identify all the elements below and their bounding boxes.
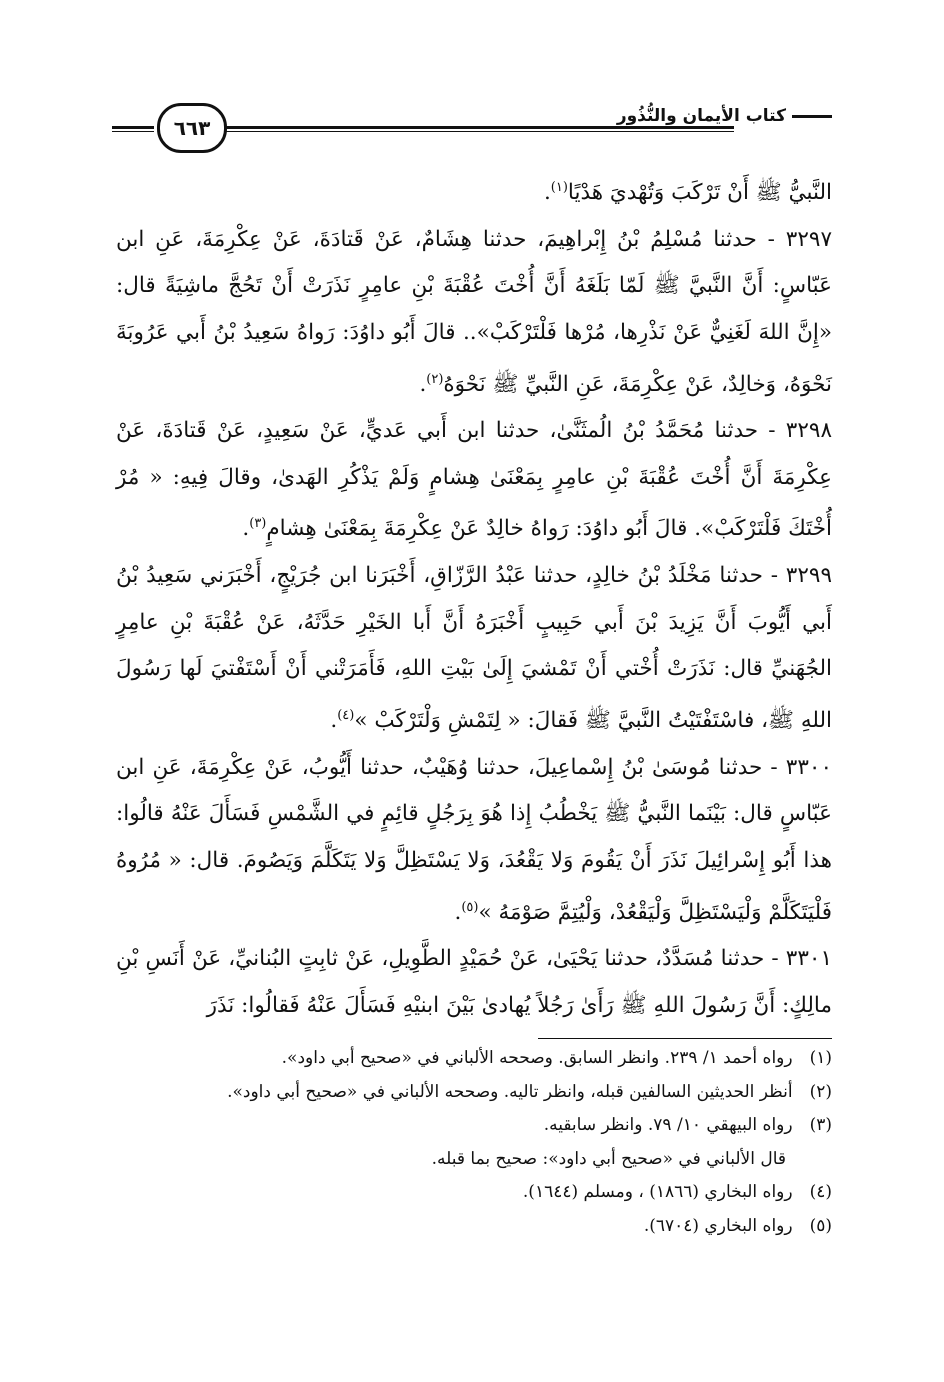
title-dash: [792, 115, 832, 118]
header-rule-left: [112, 126, 154, 132]
hadith-3301: [116, 936, 832, 1029]
footnote-text: رواه البيهقي ١٠/ ٧٩. وانظر سابقيه.: [543, 1115, 793, 1135]
footnote-number: (٢): [809, 1081, 832, 1102]
main-text: [116, 165, 832, 1029]
footnote-ref: (٣): [249, 516, 267, 532]
footnote-text: رواه البخاري (٦٧٠٤).: [643, 1215, 793, 1236]
paragraph-end: .: [543, 180, 551, 206]
hadith-3300: [116, 745, 832, 937]
footnote-number: (٣): [809, 1115, 832, 1135]
paragraph-text: ٣٢٩٩ - حدثنا مَخْلَدُ بْنُ خالِدٍ، حدثنا عَبْدُ الرَّزّاقِ، أَخْبَرَنا ابن جُرَيْجٍ، أَخْبَرَني سَعِيدُ بْنُ أَبي أَيُّوبَ أَنَّ يَزِيدَ بْنَ أَبي حَبِيبٍ أَخْبَرَهُ أَنَّ أَبا الخَيْرِ حَدَّثَهُ، عَنْ عُقْبَةَ بْنِ عامِرٍ الجُهَنيِّ قال: نَذَرَتْ أُخْتي أَنْ تَمْشيَ إِلَىٰ بَيْتِ اللهِ، فَأَمَرَتْني أَنْ أَسْتَفْتيَ لَها رَسُولَ اللهِ ﷺ، فاسْتَفْتَيْتُ النَّبيَّ ﷺ فَقالَ: « لِتَمْشِ وَلْتَرْكَبْ »: [116, 563, 832, 734]
paragraph-end: .: [242, 516, 250, 542]
footnote: [116, 1109, 832, 1143]
paragraph-end: .: [454, 899, 462, 925]
footnote-number: (٥): [809, 1215, 832, 1236]
paragraph: [116, 165, 832, 217]
footnote-number: (٤): [809, 1182, 832, 1202]
footnote-text: رواه البخاري (١٨٦٦) ، ومسلم (١٦٤٤).: [522, 1182, 793, 1202]
paragraph-end: .: [330, 708, 338, 734]
footnote: [116, 1042, 832, 1076]
paragraph-end: .: [419, 371, 427, 397]
paragraph-text: ٣٣٠٠ - حدثنا مُوسَىٰ بْنُ إِسْماعِيلَ، حدثنا وُهَيْبٌ، حدثنا أَيُّوبُ، عَنْ عِكْرِمَةَ، عَنِ ابن عَبّاسٍ قال: بَيْنَما النَّبيُّ ﷺ يَخْطُبُ إِذا هُوَ بِرَجُلٍ قائِمٍ في الشَّمْسِ فَسَأَلَ عَنْهُ قالُوا: هذا أَبُو إِسْرائِيلَ نَذَرَ أَنْ يَقُومَ وَلا يَقْعُدَ، وَلا يَسْتَظِلَّ وَلا يَتَكَلَّمَ وَيَصُومَ. قال: « مُرُوهُ فَلْيَتَكَلَّمْ وَلْيَسْتَظِلَّ وَلْيَقْعُدْ، وَلْيُتِمَّ صَوْمَهُ »: [116, 754, 832, 925]
footnote-continuation: [116, 1143, 832, 1177]
page-header: [112, 100, 832, 160]
footnote-text: أنظر الحديثين السالفين قبله، وانظر تاليه. وصححه الألباني في «صحيح أبي داود».: [227, 1081, 793, 1102]
footnote: [116, 1210, 832, 1244]
footnote-ref: (١): [550, 180, 568, 195]
footnote-divider: [538, 1038, 832, 1039]
header-rule: [224, 126, 734, 132]
hadith-3297: [116, 217, 832, 409]
footnote-ref: (٥): [461, 899, 479, 915]
running-title-text: كتاب الأيمان والنُّذُور: [616, 106, 786, 126]
paragraph-text: ٣٣٠١ - حدثنا مُسَدَّدٌ، حدثنا يَحْيَىٰ، عَنْ حُمَيْدٍ الطَّوِيلِ، عَنْ ثابِتٍ البُنانيِّ، عَنْ أَنَسِ بْنِ مالِكٍ: أَنَّ رَسُولَ اللهِ ﷺ رَأَىٰ رَجُلاً يُهادىٰ بَيْنَ ابنيْهِ فَسَأَلَ عَنْهُ فَقالُوا: نَذَرَ: [116, 946, 832, 1018]
footnote: [116, 1076, 832, 1110]
hadith-3298: [116, 408, 832, 553]
page-number: ٦٦٣: [157, 103, 227, 153]
paragraph-text: ٣٢٩٧ - حدثنا مُسْلِمُ بْنُ إِبْراهِيمَ، حدثنا هِشَامٌ، عَنْ قَتادَةَ، عَنْ عِكْرِمَةَ، عَنِ ابن عَبّاسٍ: أَنَّ النَّبيَّ ﷺ لَمّا بَلَغَهُ أَنَّ أُخْتَ عُقْبَةَ بْنِ عامِرٍ نَذَرَتْ أَنْ تَحُجَّ ماشِيَةً قال: «إِنَّ اللهَ لَغَنِيٌّ عَنْ نَذْرِها، مُرْها فَلْتَرْكَبْ».. قالَ أَبُو داوُدَ: رَواهُ سَعِيدُ بْنُ أَبي عَرُوبَةَ نَحْوَهُ، وَخالِدٌ، عَنْ عِكْرِمَةَ، عَنِ النَّبيِّ ﷺ نَحْوَهُ: [116, 226, 832, 397]
footnote-number: (١): [809, 1048, 832, 1068]
footnote-ref: (٤): [337, 708, 355, 723]
running-title: [617, 106, 832, 126]
paragraph-text: النَّبيُّ ﷺ أَنْ تَرْكَبَ وَتُهْديَ هَدْيًا: [567, 180, 832, 206]
footnotes: [116, 1042, 832, 1243]
footnote-text: رواه أحمد ١/ ٢٣٩. وانظر السابق. وصححه الألباني في «صحيح أبي داود».: [281, 1048, 793, 1068]
hadith-3299: [116, 553, 832, 745]
footnote: [116, 1176, 832, 1210]
footnote-text: قال الألباني في «صحيح أبي داود»: صحيح بما قبله.: [431, 1148, 786, 1169]
footnote-ref: (٢): [426, 371, 444, 387]
paragraph-text: ٣٢٩٨ - حدثنا مُحَمَّدُ بْنُ الُمثَنَّىٰ، حدثنا ابن أَبي عَديٍّ، عَنْ سَعِيدٍ، عَنْ قَتادَةَ، عَنْ عِكْرِمَةَ أَنَّ أُخْتَ عُقْبَةَ بْنِ عامِرٍ بِمَعْنَىٰ هِشامٍ وَلَمْ يَذْكُرِ الهَدىٰ، وقالَ فِيهِ: « مُرْ أُخْتَكَ فَلْتَرْكَبْ». قالَ أَبُو داوُدَ: رَواهُ خالِدٌ عَنْ عِكْرِمَةَ بِمَعْنَىٰ هِشامٍ: [116, 418, 832, 542]
